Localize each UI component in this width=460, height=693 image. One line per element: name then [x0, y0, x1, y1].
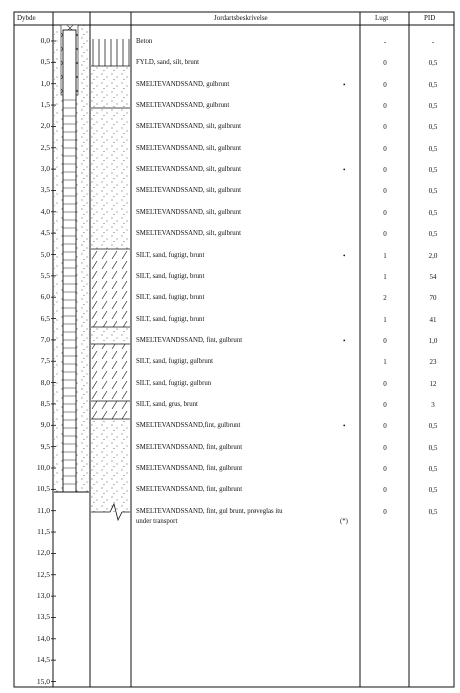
soil-description: SMELTEVANDSSAND, fint, gulbrunt: [136, 486, 243, 494]
last-row-note: under transport: [136, 518, 178, 525]
litho-sand: [91, 108, 130, 249]
odor-value: 0: [383, 486, 387, 495]
depth-tick-label: 3,0: [40, 164, 50, 174]
depth-tick-label: 4,0: [40, 206, 50, 216]
pid-value: 23: [429, 358, 437, 367]
depth-tick-label: 5,5: [40, 270, 50, 280]
pid-value: 0,5: [428, 507, 438, 516]
odor-value: 0: [383, 80, 387, 89]
soil-description: SMELTEVANDSSAND, fint, gulbrunt: [136, 465, 243, 472]
soil-description: SMELTEVANDSSAND, silt, gulbrunt: [136, 123, 241, 131]
header-odor: Lugt: [375, 14, 389, 22]
pid-value: 54: [429, 272, 437, 281]
depth-tick-label: 13,0: [36, 591, 50, 601]
odor-value: 1: [383, 315, 387, 324]
litho-fill: [91, 66, 130, 108]
depth-tick-label: 1,0: [40, 78, 50, 88]
depth-tick-label: 1,5: [40, 100, 50, 110]
soil-description: SILT, sand, fugtigt, brunt: [136, 315, 205, 323]
litho-silt: [91, 344, 130, 401]
depth-tick-label: 6,0: [40, 292, 50, 302]
pid-value: 0,5: [428, 465, 438, 473]
soil-description: SILT, sand, fugtigt, gulbrun: [136, 379, 212, 387]
odor-value: 0: [383, 507, 387, 516]
depth-tick-label: 14,5: [36, 655, 50, 665]
sample-marker: •: [343, 422, 346, 431]
odor-value: 0: [383, 379, 387, 388]
depth-tick-label: 9,0: [40, 420, 50, 430]
odor-value: 0: [383, 123, 387, 132]
depth-tick-label: 8,5: [40, 398, 50, 408]
soil-description: SMELTEVANDSSAND, silt, gulbrunt: [136, 166, 241, 174]
odor-value: 0: [383, 208, 387, 217]
soil-description: SMELTEVANDSSAND,fint, gulbrunt: [136, 422, 241, 430]
pid-value: 12: [429, 379, 437, 388]
soil-description: SMELTEVANDSSAND, silt, gulbrunt: [136, 187, 241, 195]
litho-concrete: [91, 39, 130, 66]
well-diagram: [54, 25, 89, 492]
sample-marker: •: [343, 166, 346, 175]
soil-description: SMELTEVANDSSAND, silt, gulbrunt: [136, 144, 241, 152]
depth-tick-label: 15,0: [36, 676, 50, 686]
odor-value: 0: [383, 400, 387, 409]
sample-marker: •: [343, 80, 346, 89]
depth-tick-label: 11,0: [37, 505, 50, 515]
pid-value: 0,5: [428, 187, 438, 196]
pid-value: 0,5: [428, 486, 438, 495]
litho-sand: [91, 419, 130, 512]
depth-tick-label: 10,5: [36, 484, 50, 494]
depth-tick-label: 14,0: [36, 633, 50, 643]
odor-value: 0: [383, 230, 387, 239]
odor-value: 0: [383, 465, 387, 473]
odor-value: -: [383, 38, 387, 46]
odor-value: 0: [383, 422, 387, 431]
depth-tick-label: 0,5: [40, 57, 50, 67]
odor-value: 0: [383, 336, 387, 345]
depth-tick-label: 12,5: [36, 569, 50, 579]
depth-tick-label: 2,5: [40, 142, 50, 152]
soil-description: Beton: [136, 38, 153, 45]
pid-value: 3: [431, 400, 435, 409]
depth-tick-label: 7,0: [40, 334, 50, 344]
header-depth: Dybde: [17, 14, 36, 22]
litho-silt: [91, 249, 130, 327]
odor-value: 1: [383, 251, 387, 260]
pid-value: 0,5: [428, 422, 438, 431]
depth-tick-label: 6,5: [40, 313, 50, 323]
odor-value: 0: [383, 166, 387, 175]
pid-value: 41: [429, 315, 437, 324]
pid-value: 0,5: [428, 208, 438, 217]
soil-description: SILT, sand, grus, brunt: [136, 400, 198, 408]
odor-value: 0: [383, 59, 387, 68]
odor-value: 0: [383, 443, 387, 452]
depth-tick-label: 5,0: [40, 249, 50, 259]
sample-marker: •: [343, 251, 346, 260]
depth-tick-label: 10,0: [36, 463, 50, 472]
pid-value: 0,5: [428, 123, 438, 132]
soil-description: SILT, sand, fugtigt, brunt: [136, 294, 205, 302]
soil-description: SMELTEVANDSSAND, fint, gul brunt, prøveglas itu: [136, 507, 283, 515]
odor-value: 0: [383, 187, 387, 196]
depth-tick-label: 7,5: [40, 356, 50, 366]
depth-tick-label: 2,0: [40, 121, 50, 131]
lithology-column: [91, 39, 130, 520]
litho-silt-gravel: [91, 401, 130, 419]
soil-description: SILT, sand, fugtigt, brunt: [136, 272, 205, 280]
depth-tick-label: 12,0: [36, 548, 50, 558]
depth-tick-label: 9,5: [40, 441, 50, 451]
pid-value: 70: [429, 294, 437, 303]
odor-value: 1: [383, 358, 387, 367]
depth-tick-label: 13,5: [36, 612, 50, 622]
soil-description: SMELTEVANDSSAND, gulbrunt: [136, 102, 230, 110]
depth-tick-label: 0,0: [40, 36, 50, 45]
pid-value: 0,5: [428, 102, 438, 111]
depth-tick-label: 3,5: [40, 185, 50, 195]
pid-value: 0,5: [428, 230, 438, 239]
litho-sand: [91, 327, 130, 344]
pid-value: 0,5: [428, 144, 438, 153]
pid-value: 0,5: [428, 80, 438, 89]
pid-value: 0,5: [428, 443, 438, 452]
depth-tick-label: 4,5: [40, 228, 50, 238]
pid-value: 0,5: [428, 59, 438, 68]
soil-description: FYLD, sand, silt, brunt: [136, 59, 200, 67]
soil-description: SMELTEVANDSSAND, fint, gulbrunt: [136, 336, 243, 344]
header-pid: PID: [424, 14, 436, 22]
depth-tick-label: 8,0: [40, 377, 50, 387]
sample-marker: •: [343, 336, 346, 345]
soil-description: SILT, sand, fugtigt, brunt: [136, 251, 205, 259]
last-row-mark: (*): [340, 518, 348, 525]
soil-description: SILT, sand, fugtigt, gulbrunt: [136, 358, 214, 366]
depth-tick-label: 11,5: [37, 527, 50, 537]
odor-value: 0: [383, 102, 387, 111]
soil-description: SMELTEVANDSSAND, silt, gulbrunt: [136, 230, 241, 238]
well-screen: [63, 95, 76, 492]
pid-value: 1,0: [428, 336, 438, 345]
soil-description: SMELTEVANDSSAND, silt, gulbrunt: [136, 208, 241, 216]
header-description: Jordartsbeskrivelse: [214, 14, 268, 22]
soil-description: SMELTEVANDSSAND, fint, gulbrunt: [136, 443, 243, 451]
pid-value: 0,5: [428, 166, 438, 175]
odor-value: 1: [383, 272, 387, 281]
pid-value: 2,0: [428, 251, 438, 260]
pid-value: -: [431, 38, 435, 46]
odor-value: 2: [383, 294, 387, 303]
odor-value: 0: [383, 144, 387, 153]
soil-description: SMELTEVANDSSAND, gulbrunt: [136, 80, 230, 88]
